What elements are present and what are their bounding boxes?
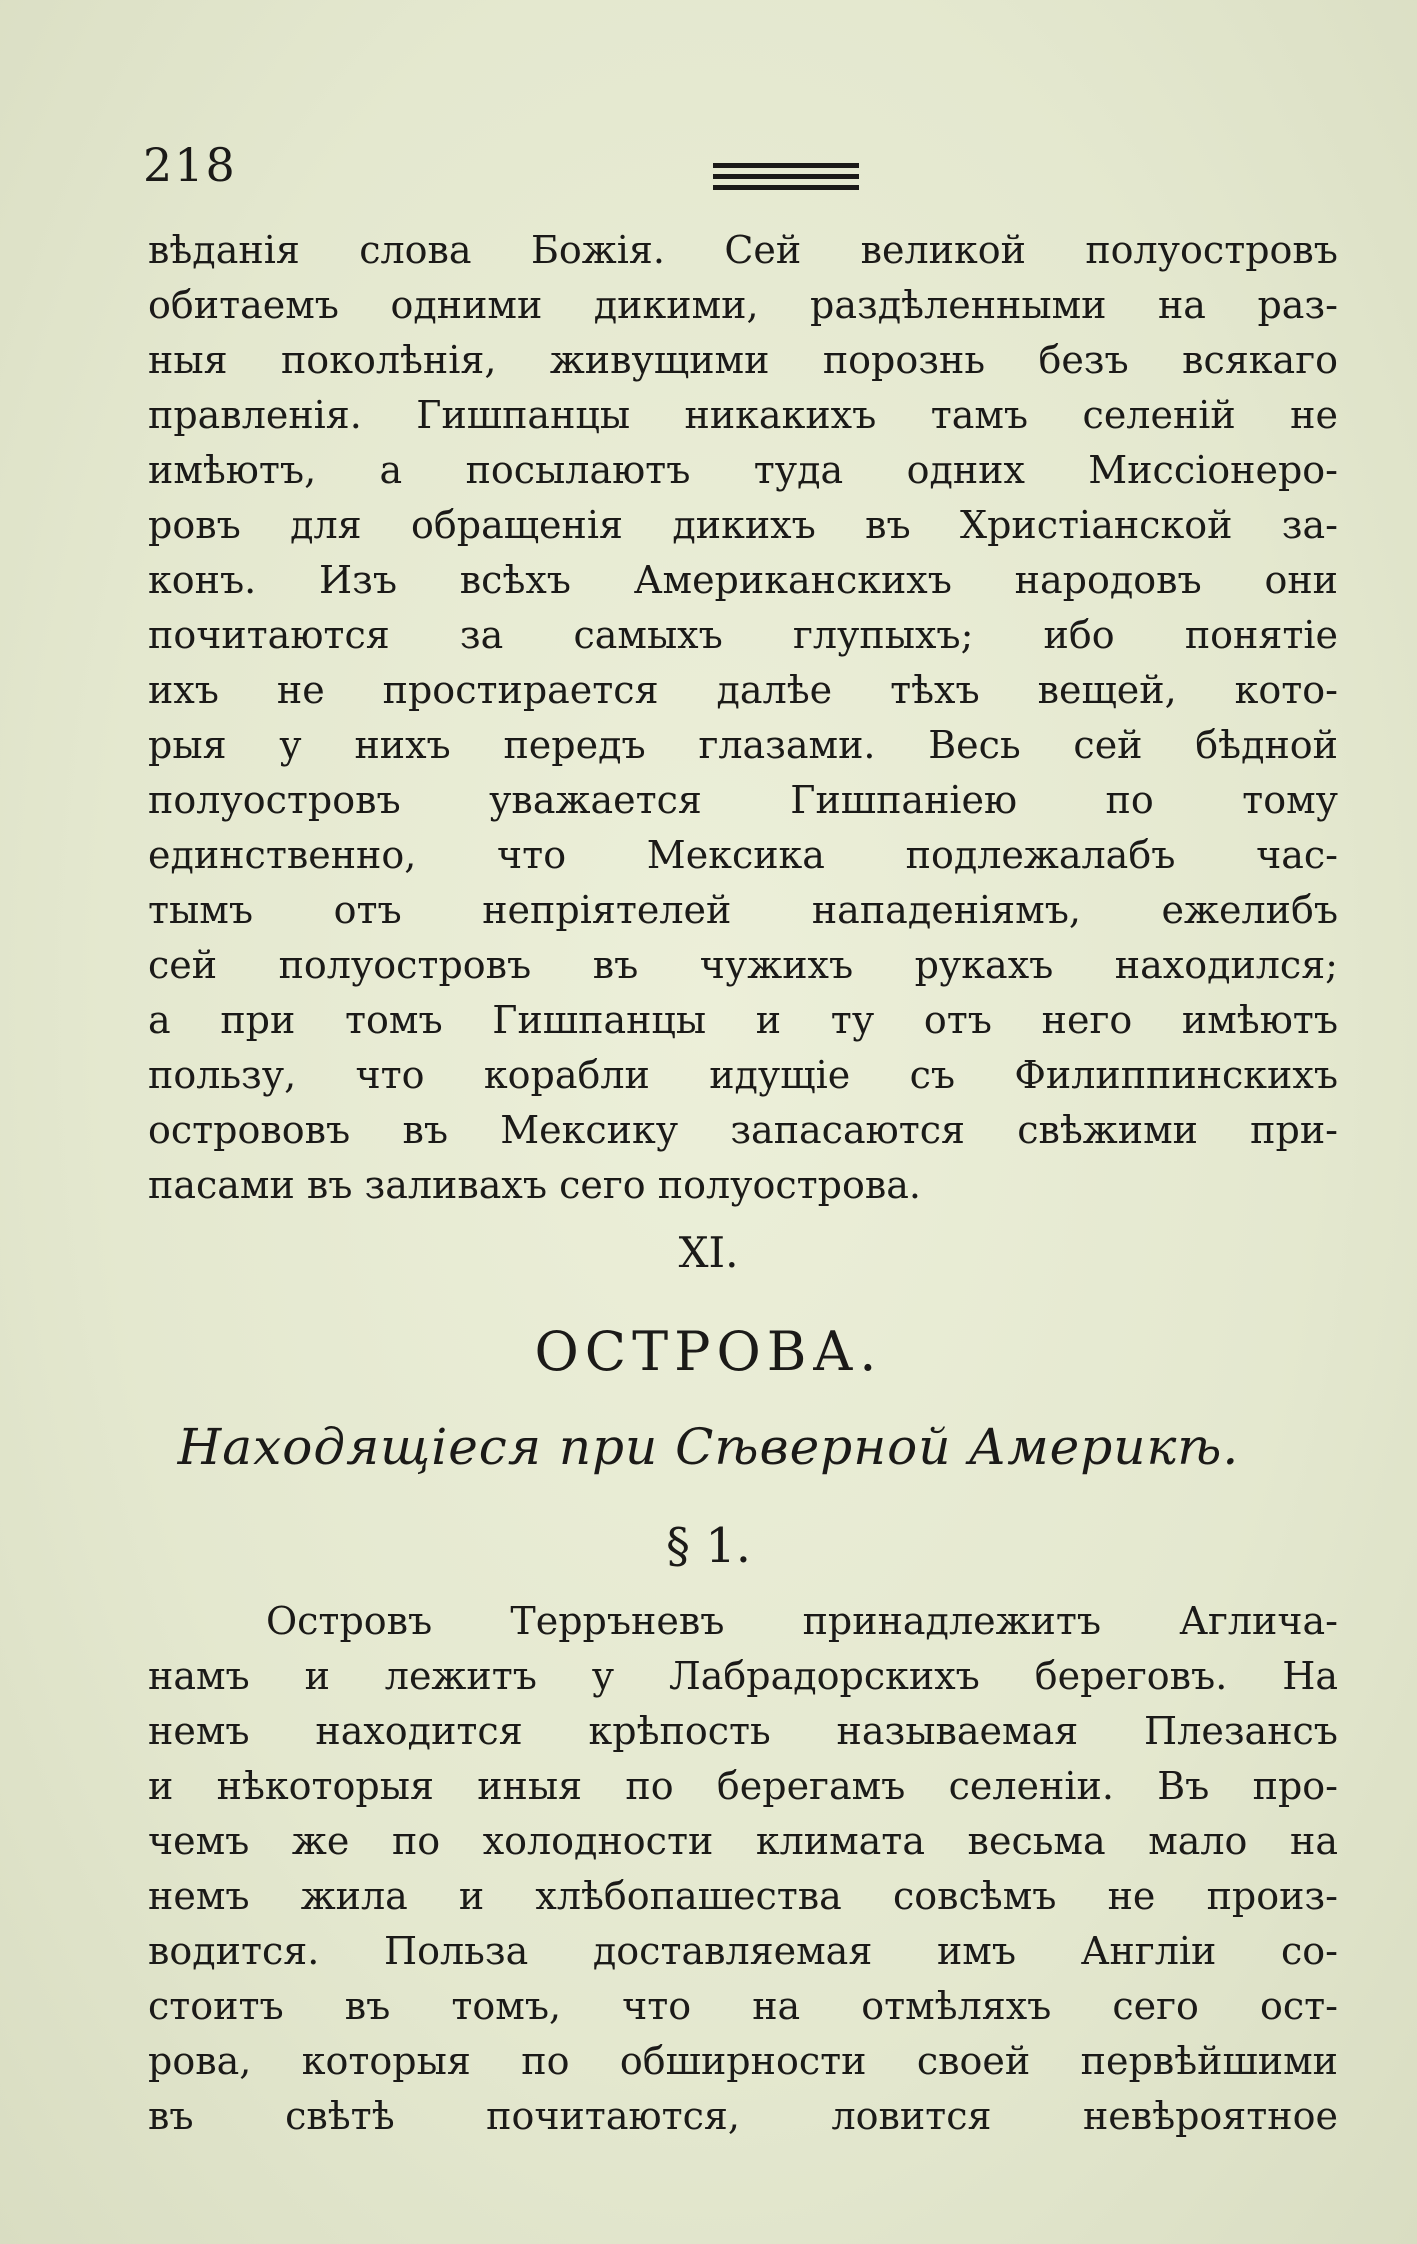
text-line: а при томъ Гишпанцы и ту отъ него имѣютъ [148, 998, 1338, 1042]
text-line: Островъ Терръневъ принадлежитъ Агличa- [266, 1599, 1338, 1643]
text-line: конъ. Изъ всѣхъ Американскихъ народовъ они [148, 558, 1338, 602]
text-line: стоитъ въ томъ, что на отмѣляхъ сего ост- [148, 1984, 1338, 2028]
text-line: сей полуостровъ въ чужихъ рукахъ находился; [148, 943, 1338, 987]
text-line: вѣданія слова Божія. Сей великой полуостровъ [148, 228, 1338, 272]
page-number: 218 [143, 138, 237, 192]
text-line: ныя поколѣнія, живущими порознь безъ всякаго [148, 338, 1338, 382]
text-line: ихъ не простирается далѣе тѣхъ вещей, кото- [148, 668, 1338, 712]
section-number: XI. [678, 1228, 739, 1277]
paragraph-mark: § 1. [665, 1518, 752, 1574]
text-line: пасами въ заливахъ сего полуострова. [148, 1163, 921, 1207]
text-line: единственно, что Мексика подлежалабъ час- [148, 833, 1338, 877]
text-line: острововъ въ Мексику запасаются свѣжими при- [148, 1108, 1338, 1152]
header-rule-line [713, 174, 859, 179]
section-subheading: Находящіеся при Сѣверной Америкѣ. [177, 1418, 1240, 1476]
text-line: пользу, что корабли идущіе съ Филиппинскихъ [148, 1053, 1338, 1097]
section-heading: ОСТРОВА. [534, 1320, 883, 1383]
text-line: водится. Польза доставляемая имъ Англіи со- [148, 1929, 1338, 1973]
text-line: намъ и лежитъ у Лабрадорскихъ береговъ. На [148, 1654, 1338, 1698]
text-line: и нѣкоторыя иныя по берегамъ селеніи. Въ про- [148, 1764, 1338, 1808]
text-line: обитаемъ одними дикими, раздѣленными на раз- [148, 283, 1338, 327]
text-line: имѣютъ, а посылаютъ туда одних Миссіонеро- [148, 448, 1338, 492]
text-line: рыя у нихъ передъ глазами. Весь сей бѣдной [148, 723, 1338, 767]
header-rule-line [713, 163, 859, 168]
header-rule-line [713, 185, 859, 190]
text-line: полуостровъ уважается Гишпаніею по тому [148, 778, 1338, 822]
text-line: почитаются за самыхъ глупыхъ; ибо понятіе [148, 613, 1338, 657]
text-line: ровъ для обращенія дикихъ въ Христіанской за- [148, 503, 1338, 547]
text-line: немъ жила и хлѣбопашества совсѣмъ не произ- [148, 1874, 1338, 1918]
text-line: правленія. Гишпанцы никакихъ тамъ селеній не [148, 393, 1338, 437]
text-line: чемъ же по холодности климата весьма мало на [148, 1819, 1338, 1863]
text-line: немъ находится крѣпость называемая Плезансъ [148, 1709, 1338, 1753]
text-line: тымъ отъ непріятелей нападеніямъ, ежелибъ [148, 888, 1338, 932]
text-line: въ свѣтѣ почитаются, ловится невѣроятное [148, 2094, 1338, 2138]
text-line: рова, которыя по обширности своей первѣйшими [148, 2039, 1338, 2083]
